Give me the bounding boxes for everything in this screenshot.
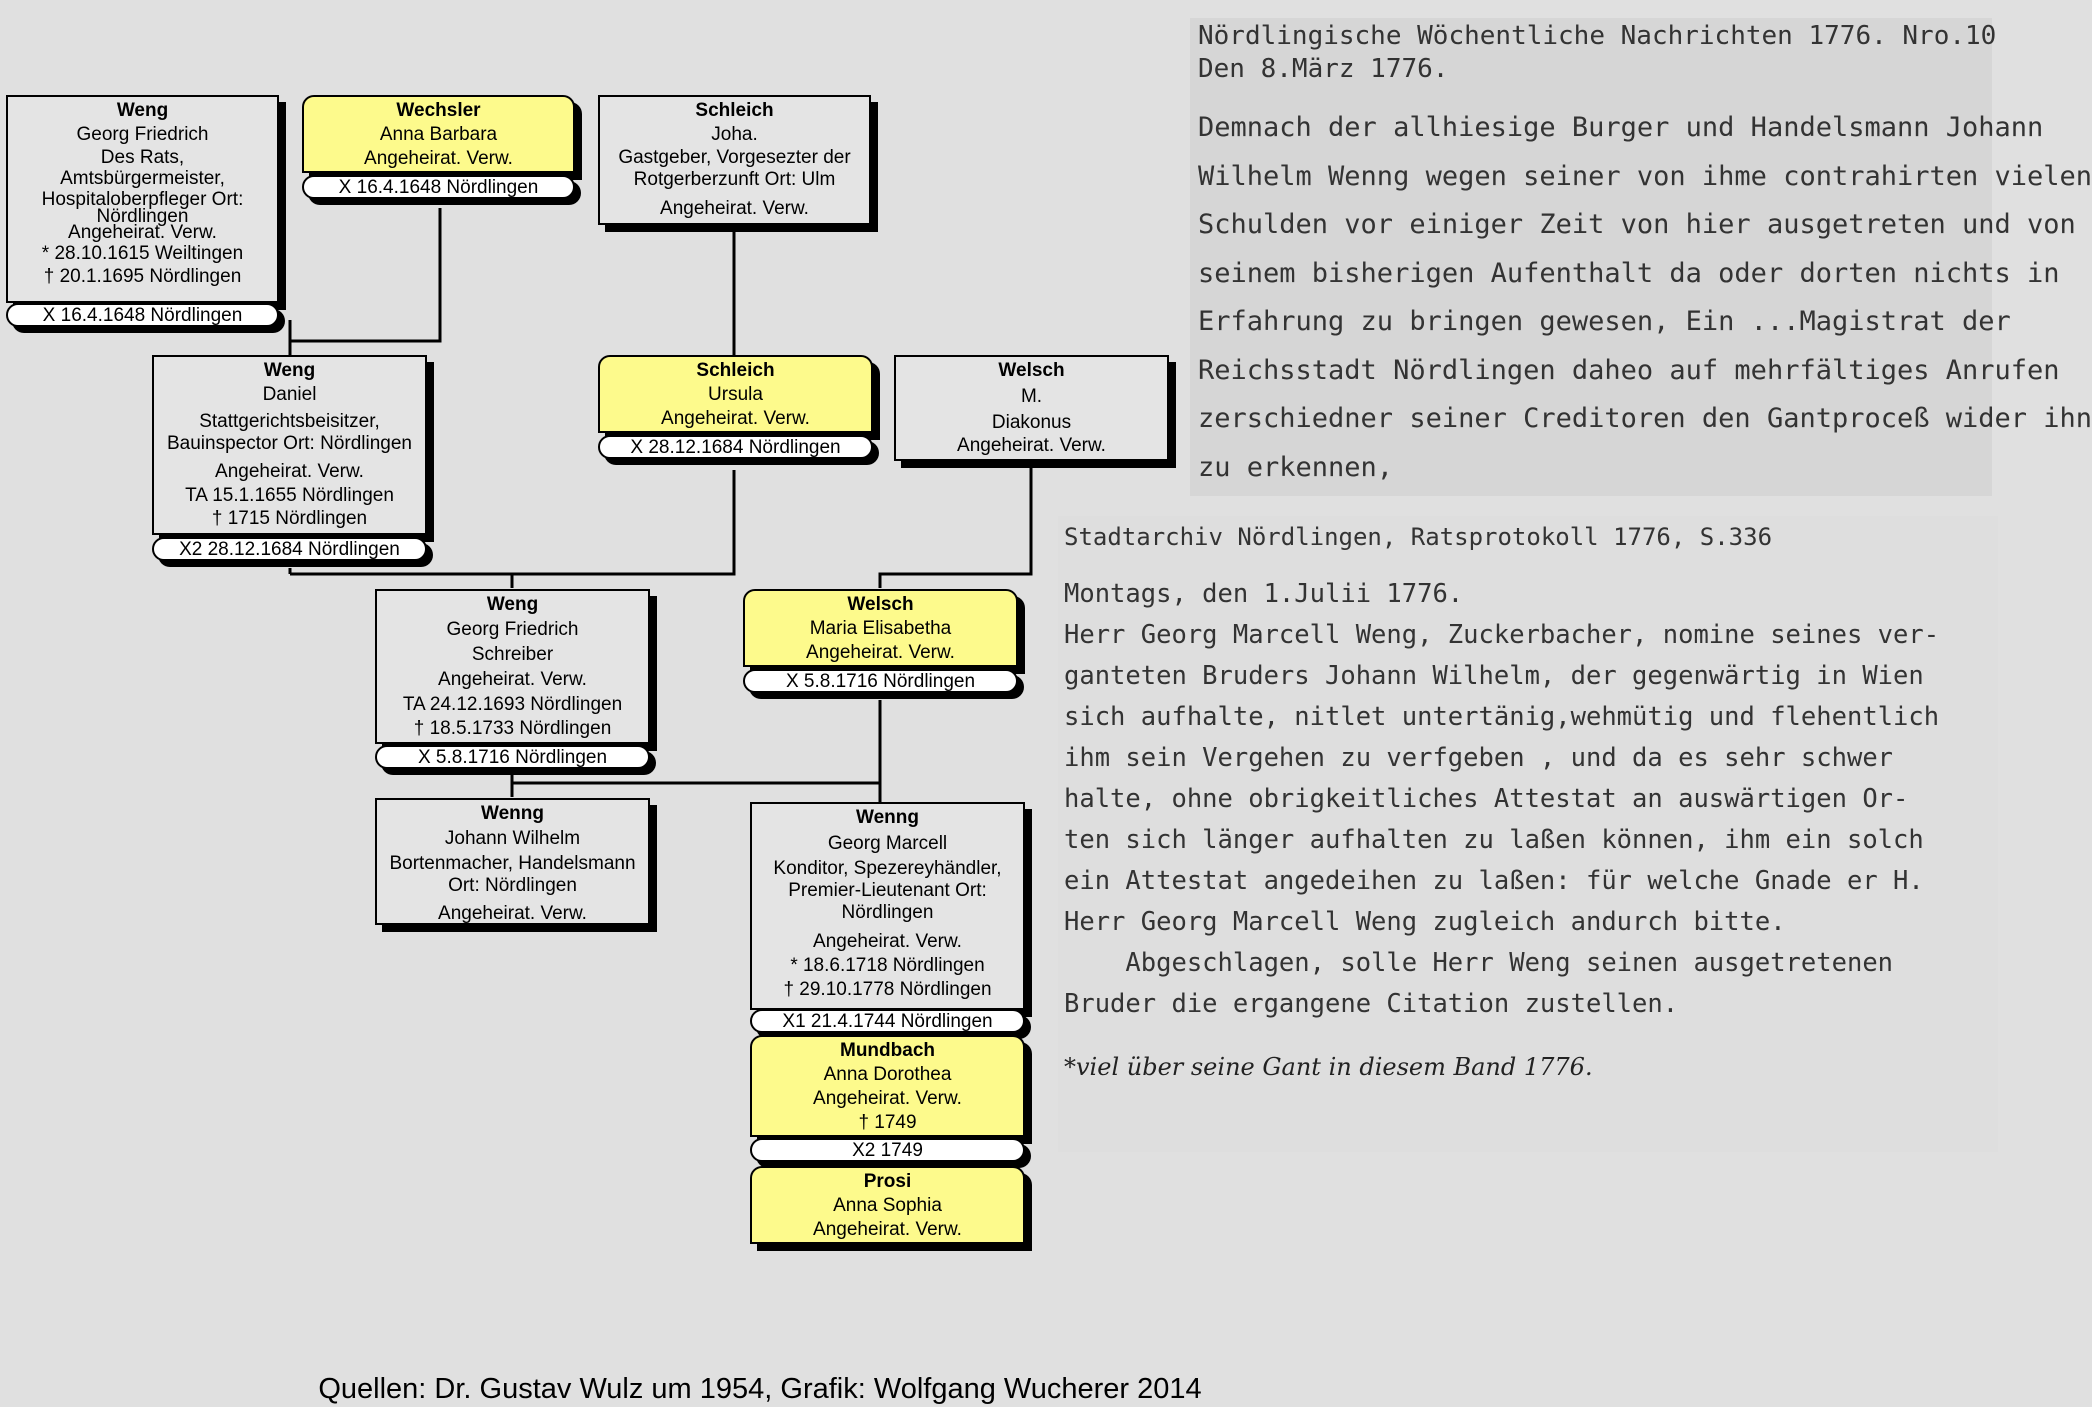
source-line: zu erkennen, (1198, 451, 1394, 483)
person-welsch-m[interactable] (894, 355, 1169, 461)
marriage-label: X2 1749 (750, 1138, 1025, 1162)
source-line: Erfahrung zu bringen gewesen, Ein ...Magistrat der (1198, 306, 2011, 337)
person-surname: Wechsler (396, 100, 481, 121)
source-line: zerschiedner seiner Creditoren den Gantproceß wider ihn (1198, 403, 2092, 434)
person-schleich-ursula[interactable] (598, 355, 873, 433)
source-line: ganteten Bruders Johann Wilhelm, der gegenwärtig in Wien (1064, 661, 1924, 691)
person-given-name: Maria Elisabetha (809, 618, 952, 639)
source-header: Nördlingische Wöchentliche Nachrichten 1776. Nro.10 (1198, 21, 1997, 51)
person-surname: Schleich (696, 360, 775, 381)
person-surname: Schleich (695, 100, 774, 121)
source-line: halte, ohne obrigkeitliches Attestat an auswärtigen Or- (1064, 784, 1909, 814)
source-line: ihm sein Vergehen zu verfgeben , und da es sehr schwer (1064, 743, 1894, 773)
person-given-name: Georg Friedrich (446, 619, 579, 640)
person-baptism: TA 15.1.1655 Nördlingen (185, 485, 394, 506)
person-surname: Welsch (847, 594, 914, 615)
source-line: Reichsstadt Nördlingen daheo auf mehrfältiges Anrufen (1198, 354, 2060, 386)
person-death: † 29.10.1778 Nördlingen (783, 979, 992, 1000)
person-given-name: Anna Dorothea (823, 1064, 952, 1085)
person-baptism: TA 24.12.1693 Nördlingen (402, 694, 623, 715)
source-line: Herr Georg Marcell Weng, Zuckerbacher, nomine seines ver- (1064, 620, 1940, 650)
source-line: Demnach der allhiesige Burger und Handelsmann Johann (1198, 112, 2044, 143)
person-relation: Angeheirat. Verw. (215, 461, 364, 482)
person-surname: Mundbach (840, 1040, 935, 1061)
person-schleich-joha[interactable] (598, 95, 871, 225)
handwritten-note: *viel über seine Gant in diesem Band 1776. (1064, 1053, 1593, 1081)
marriage-label: X 28.12.1684 Nördlingen (598, 435, 873, 459)
person-death: † 20.1.1695 Nördlingen (43, 266, 242, 287)
person-detail: Hospitaloberpfleger Ort: (41, 189, 244, 210)
person-detail: Bortenmacher, Handelsmann (389, 853, 636, 874)
person-detail: Schreiber (471, 644, 554, 665)
person-given-name: Georg Marcell (827, 833, 948, 854)
person-birth: * 28.10.1615 Weiltingen (41, 243, 244, 264)
person-detail: Rotgerberzunft Ort: Ulm (633, 169, 836, 190)
person-given-name: Georg Friedrich (76, 124, 209, 145)
person-relation: Angeheirat. Verw. (957, 435, 1106, 456)
person-death: † 18.5.1733 Nördlingen (413, 718, 612, 739)
person-surname: Wenng (856, 807, 919, 828)
marriage-label: X 5.8.1716 Nördlingen (743, 669, 1018, 693)
marriage-label: X 16.4.1648 Nördlingen (6, 303, 279, 327)
person-surname: Weng (486, 594, 539, 615)
source-document-council-minutes (1058, 516, 1998, 1152)
person-relation: Angeheirat. Verw. (438, 669, 587, 690)
person-detail: Konditor, Spezereyhändler, (773, 858, 1002, 879)
person-relation: Angeheirat. Verw. (813, 1088, 962, 1109)
person-relation: Angeheirat. Verw. (68, 222, 217, 243)
person-surname: Welsch (998, 360, 1065, 381)
person-weng-georg-friedrich-sr[interactable] (6, 95, 279, 303)
person-surname: Weng (116, 100, 169, 121)
source-header: Stadtarchiv Nördlingen, Ratsprotokoll 1776, S.336 (1064, 523, 1773, 551)
person-given-name: Joha. (711, 124, 758, 145)
person-detail: Des Rats, (100, 147, 185, 168)
person-surname: Weng (263, 360, 316, 381)
person-given-name: Anna Sophia (833, 1195, 942, 1216)
person-detail: Nördlingen (96, 206, 189, 227)
source-line: Schulden vor einiger Zeit von hier ausgetreten und von (1198, 209, 2076, 240)
person-relation: Angeheirat. Verw. (660, 198, 809, 219)
person-birth: * 18.6.1718 Nördlingen (790, 955, 985, 976)
person-death: † 1749 (858, 1112, 917, 1133)
person-welsch-maria-elisabetha[interactable] (743, 589, 1018, 667)
source-line: Abgeschlagen, solle Herr Weng seinen ausgetretenen (1064, 948, 1894, 978)
footer-credits: Quellen: Dr. Gustav Wulz um 1954, Grafik: Wolfgang Wucherer 2014 (318, 1373, 1202, 1405)
person-weng-georg-friedrich[interactable] (375, 589, 650, 744)
person-given-name: Daniel (262, 384, 317, 405)
person-detail: Nördlingen (841, 902, 934, 923)
person-surname: Wenng (481, 803, 544, 824)
marriage-label: X 16.4.1648 Nördlingen (302, 175, 575, 199)
person-detail: Diakonus (991, 412, 1072, 433)
person-death: † 1715 Nördlingen (211, 508, 368, 529)
person-given-name: Anna Barbara (379, 124, 498, 145)
person-wenng-georg-marcell[interactable] (750, 802, 1025, 1010)
person-weng-daniel[interactable] (152, 355, 427, 535)
source-line: seinem bisherigen Aufenthalt da oder dorten nichts in (1198, 257, 2060, 289)
person-detail: Amtsbürgermeister, (60, 168, 225, 189)
person-relation: Angeheirat. Verw. (806, 642, 955, 663)
person-detail: Gastgeber, Vorgesezter der (618, 147, 851, 168)
person-given-name: Johann Wilhelm (444, 828, 581, 849)
person-wenng-johann-wilhelm[interactable] (375, 798, 650, 925)
source-line: Wilhelm Wenng wegen seiner von ihme contrahirten vielen (1198, 160, 2092, 192)
connector-line (290, 208, 440, 357)
connector-line (880, 463, 1031, 588)
person-given-name: M. (1020, 386, 1043, 407)
source-line: Bruder die ergangene Citation zustellen. (1064, 989, 1679, 1019)
person-detail: Stattgerichtsbeisitzer, (199, 411, 380, 432)
person-given-name: Ursula (708, 384, 763, 405)
person-mundbach-anna-dorothea[interactable] (750, 1035, 1025, 1137)
person-detail: Premier-Lieutenant Ort: (788, 880, 987, 901)
source-line: ten sich länger aufhalten zu laßen können, ihm ein solch (1064, 825, 1924, 855)
marriage-label: X1 21.4.1744 Nördlingen (750, 1009, 1025, 1033)
person-relation: Angeheirat. Verw. (813, 931, 962, 952)
person-relation: Angeheirat. Verw. (438, 903, 587, 924)
marriage-label: X2 28.12.1684 Nördlingen (152, 537, 427, 561)
person-wechsler-anna-barbara[interactable] (302, 95, 575, 173)
person-detail: Bauinspector Ort: Nördlingen (166, 433, 412, 454)
person-relation: Angeheirat. Verw. (364, 148, 513, 169)
source-line: Montags, den 1.Julii 1776. (1064, 579, 1464, 609)
source-header: Den 8.März 1776. (1198, 54, 1449, 84)
person-prosi-anna-sophia[interactable] (750, 1166, 1025, 1244)
source-document-newspaper (1190, 18, 2092, 496)
source-line: Herr Georg Marcell Weng zugleich andurch bitte. (1064, 907, 1786, 937)
person-detail: Ort: Nördlingen (448, 875, 577, 896)
marriage-label: X 5.8.1716 Nördlingen (375, 745, 650, 769)
person-relation: Angeheirat. Verw. (813, 1219, 962, 1240)
source-line: sich aufhalte, nitlet untertänig,wehmütig und flehentlich (1064, 702, 1940, 732)
person-surname: Prosi (863, 1171, 912, 1192)
source-line: ein Attestat angedeihen zu laßen: für welche Gnade er H. (1064, 866, 1924, 896)
person-relation: Angeheirat. Verw. (661, 408, 810, 429)
